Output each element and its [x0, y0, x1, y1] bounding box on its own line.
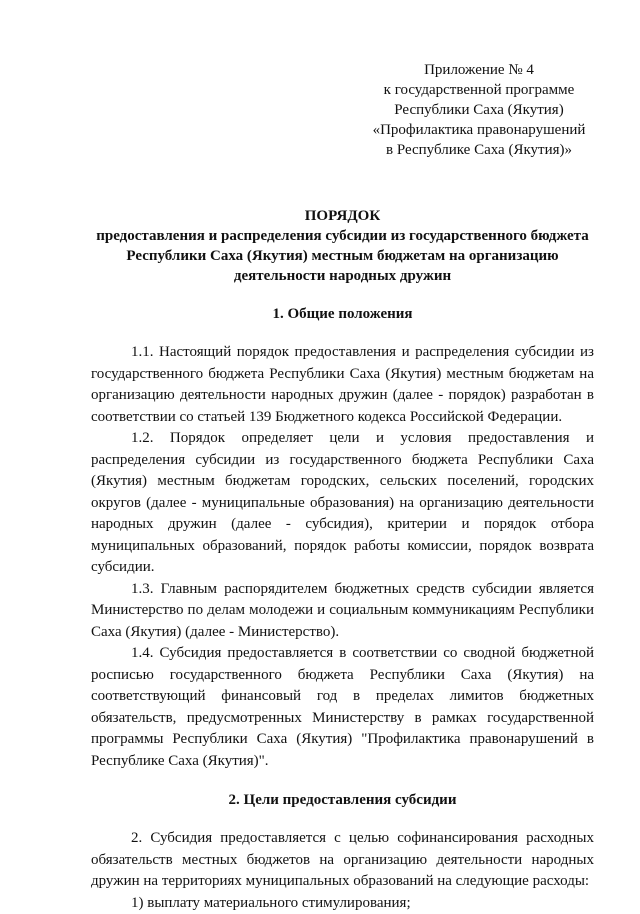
document-page [91, 60, 594, 914]
paragraph-1-2: 1.2. Порядок определяет цели и условия предоставления и распределения субсидии из государственного бюджета Республики Саха (Якутия) местным бюджетам городских, сельских поселений, городских округов (далее - муниципальные образования) на организацию деятельности народных дружин (далее - субсидия), критерии и порядок отбора муниципальных образований, порядок работы комиссии, порядок возврата субсидии. [91, 428, 594, 579]
document-title [91, 206, 594, 286]
section-heading-general: 1. Общие положения [91, 304, 594, 324]
paragraph-1-4: 1.4. Субсидия предоставляется в соответствии со сводной бюджетной росписью государственного бюджета Республики Саха (Якутия) на соответствующий финансовый год в пределах лимитов бюджетных обязательств, предусмотренных Министерству в рамках государственной программы Республики Саха (Якутия) "Профилактика правонарушений в Республике Саха (Якутия)". [91, 643, 594, 772]
appendix-line: Приложение № 4 [364, 60, 594, 80]
title-line: Республики Саха (Якутия) местным бюджетам на организацию [91, 246, 594, 266]
appendix-block [364, 60, 594, 160]
appendix-line: в Республике Саха (Якутия)» [364, 140, 594, 160]
paragraph-1-3: 1.3. Главным распорядителем бюджетных средств субсидии является Министерство по делам молодежи и социальным коммуникациям Республики Саха (Якутия) (далее - Министерство). [91, 579, 594, 644]
appendix-line: «Профилактика правонарушений [364, 120, 594, 140]
paragraph-1-1: 1.1. Настоящий порядок предоставления и распределения субсидии из государственного бюджета Республики Саха (Якутия) местным бюджетам на организацию деятельности народных дружин (далее - порядок) разработан в соответствии со статьей 139 Бюджетного кодекса Российской Федерации. [91, 342, 594, 428]
section-heading-goals: 2. Цели предоставления субсидии [91, 790, 594, 810]
title-line: предоставления и распределения субсидии из государственного бюджета [91, 226, 594, 246]
title-line: ПОРЯДОК [91, 206, 594, 226]
appendix-line: Республики Саха (Якутия) [364, 100, 594, 120]
appendix-line: к государственной программе [364, 80, 594, 100]
paragraph-2: 2. Субсидия предоставляется с целью софинансирования расходных обязательств местных бюджетов на организацию деятельности народных дружин на территориях муниципальных образований на следующие расходы: [91, 828, 594, 893]
paragraph-2-item-1: 1) выплату материального стимулирования; [91, 893, 594, 914]
title-line: деятельности народных дружин [91, 266, 594, 286]
